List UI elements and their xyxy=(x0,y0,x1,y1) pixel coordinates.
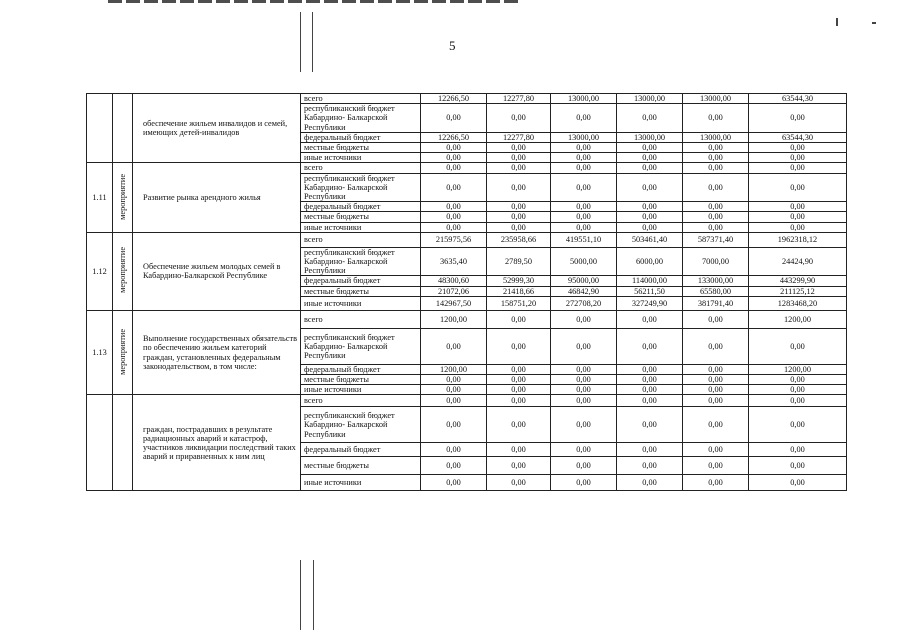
year-value: 0,00 xyxy=(683,364,749,374)
total-value: 0,00 xyxy=(749,173,847,202)
year-value: 0,00 xyxy=(551,143,617,153)
year-value: 5000,00 xyxy=(551,247,617,276)
table-row xyxy=(87,232,847,247)
year-value: 0,00 xyxy=(487,364,551,374)
table-row xyxy=(87,395,847,407)
year-value: 503461,40 xyxy=(617,232,683,247)
funding-source: иные источники xyxy=(301,296,421,310)
year-value: 0,00 xyxy=(683,143,749,153)
year-value: 0,00 xyxy=(551,364,617,374)
funding-source: республиканский бюджет Кабардино- Балкарской Республики xyxy=(301,104,421,133)
funding-source: республиканский бюджет Кабардино- Балкарской Республики xyxy=(301,328,421,364)
year-value: 0,00 xyxy=(617,153,683,163)
year-value: 13000,00 xyxy=(551,94,617,104)
year-value: 0,00 xyxy=(683,173,749,202)
year-value: 0,00 xyxy=(421,163,487,173)
year-value: 0,00 xyxy=(617,310,683,328)
year-value: 13000,00 xyxy=(683,94,749,104)
item-type: мероприятие xyxy=(117,247,127,294)
year-value: 0,00 xyxy=(617,143,683,153)
funding-source: федеральный бюджет xyxy=(301,443,421,457)
year-value: 235958,66 xyxy=(487,232,551,247)
year-value: 0,00 xyxy=(487,104,551,133)
year-value: 1200,00 xyxy=(421,364,487,374)
funding-source: иные источники xyxy=(301,153,421,163)
scan-margin-mark xyxy=(872,22,876,24)
total-value: 0,00 xyxy=(749,385,847,395)
funding-source: республиканский бюджет Кабардино- Балкарской Республики xyxy=(301,173,421,202)
year-value: 65580,00 xyxy=(683,286,749,296)
year-value: 3635,40 xyxy=(421,247,487,276)
item-number: 1.11 xyxy=(87,163,113,232)
item-type-cell xyxy=(113,94,133,163)
year-value: 419551,10 xyxy=(551,232,617,247)
funding-source: республиканский бюджет Кабардино- Балкарской Республики xyxy=(301,247,421,276)
year-value: 0,00 xyxy=(617,202,683,212)
year-value: 0,00 xyxy=(487,143,551,153)
year-value: 46842,90 xyxy=(551,286,617,296)
year-value: 12277,80 xyxy=(487,132,551,142)
total-value: 0,00 xyxy=(749,328,847,364)
funding-source: местные бюджеты xyxy=(301,375,421,385)
year-value: 0,00 xyxy=(551,443,617,457)
year-value: 0,00 xyxy=(551,163,617,173)
item-type-cell xyxy=(113,163,133,232)
year-value: 142967,50 xyxy=(421,296,487,310)
year-value: 0,00 xyxy=(421,457,487,475)
year-value: 0,00 xyxy=(617,395,683,407)
year-value: 0,00 xyxy=(551,457,617,475)
item-number: 1.12 xyxy=(87,232,113,310)
year-value: 0,00 xyxy=(683,395,749,407)
year-value: 0,00 xyxy=(683,202,749,212)
funding-source: республиканский бюджет Кабардино- Балкарской Республики xyxy=(301,407,421,443)
year-value: 0,00 xyxy=(551,153,617,163)
total-value: 0,00 xyxy=(749,153,847,163)
funding-source: всего xyxy=(301,94,421,104)
funding-source: федеральный бюджет xyxy=(301,364,421,374)
year-value: 21418,66 xyxy=(487,286,551,296)
year-value: 0,00 xyxy=(683,222,749,232)
year-value: 13000,00 xyxy=(551,132,617,142)
year-value: 215975,56 xyxy=(421,232,487,247)
year-value: 7000,00 xyxy=(683,247,749,276)
year-value: 48300,60 xyxy=(421,276,487,286)
year-value: 0,00 xyxy=(617,443,683,457)
funding-source: федеральный бюджет xyxy=(301,132,421,142)
year-value: 0,00 xyxy=(617,385,683,395)
year-value: 21072,06 xyxy=(421,286,487,296)
year-value: 12266,50 xyxy=(421,132,487,142)
funding-source: федеральный бюджет xyxy=(301,276,421,286)
total-value: 24424,90 xyxy=(749,247,847,276)
item-name: Обеспечение жильем молодых семей в Кабардино-Балкарской Республике xyxy=(133,232,301,310)
year-value: 0,00 xyxy=(421,212,487,222)
funding-table xyxy=(86,93,847,491)
funding-source: местные бюджеты xyxy=(301,143,421,153)
year-value: 0,00 xyxy=(487,375,551,385)
scan-margin-mark xyxy=(313,560,314,630)
year-value: 0,00 xyxy=(487,407,551,443)
scan-margin-mark xyxy=(836,18,838,26)
year-value: 0,00 xyxy=(487,212,551,222)
year-value: 0,00 xyxy=(551,328,617,364)
year-value: 0,00 xyxy=(683,104,749,133)
funding-source: федеральный бюджет xyxy=(301,202,421,212)
year-value: 0,00 xyxy=(617,364,683,374)
total-value: 1283468,20 xyxy=(749,296,847,310)
year-value: 0,00 xyxy=(551,222,617,232)
year-value: 0,00 xyxy=(617,475,683,491)
year-value: 0,00 xyxy=(487,202,551,212)
year-value: 0,00 xyxy=(421,443,487,457)
year-value: 0,00 xyxy=(551,173,617,202)
year-value: 0,00 xyxy=(421,222,487,232)
year-value: 114000,00 xyxy=(617,276,683,286)
total-value: 0,00 xyxy=(749,475,847,491)
year-value: 0,00 xyxy=(421,153,487,163)
item-type-cell xyxy=(113,310,133,395)
year-value: 0,00 xyxy=(683,385,749,395)
year-value: 0,00 xyxy=(551,212,617,222)
year-value: 0,00 xyxy=(617,407,683,443)
year-value: 0,00 xyxy=(421,395,487,407)
scan-top-edge xyxy=(108,0,518,3)
year-value: 272708,20 xyxy=(551,296,617,310)
item-type-cell xyxy=(113,232,133,310)
year-value: 52999,30 xyxy=(487,276,551,286)
total-value: 1200,00 xyxy=(749,310,847,328)
year-value: 0,00 xyxy=(487,395,551,407)
total-value: 0,00 xyxy=(749,443,847,457)
year-value: 0,00 xyxy=(683,443,749,457)
year-value: 0,00 xyxy=(617,173,683,202)
funding-source: всего xyxy=(301,310,421,328)
year-value: 0,00 xyxy=(421,104,487,133)
item-name: обеспечение жильем инвалидов и семей, имеющих детей-инвалидов xyxy=(133,94,301,163)
year-value: 158751,20 xyxy=(487,296,551,310)
year-value: 2789,50 xyxy=(487,247,551,276)
year-value: 0,00 xyxy=(421,143,487,153)
year-value: 95000,00 xyxy=(551,276,617,286)
item-number xyxy=(87,94,113,163)
year-value: 587371,40 xyxy=(683,232,749,247)
year-value: 6000,00 xyxy=(617,247,683,276)
year-value: 0,00 xyxy=(617,375,683,385)
funding-source: местные бюджеты xyxy=(301,457,421,475)
year-value: 0,00 xyxy=(683,328,749,364)
year-value: 0,00 xyxy=(421,407,487,443)
year-value: 0,00 xyxy=(487,310,551,328)
year-value: 0,00 xyxy=(551,375,617,385)
total-value: 0,00 xyxy=(749,375,847,385)
total-value: 0,00 xyxy=(749,143,847,153)
year-value: 12266,50 xyxy=(421,94,487,104)
year-value: 12277,80 xyxy=(487,94,551,104)
year-value: 0,00 xyxy=(617,328,683,364)
item-type-cell xyxy=(113,395,133,491)
year-value: 0,00 xyxy=(487,153,551,163)
year-value: 0,00 xyxy=(421,173,487,202)
total-value: 63544,30 xyxy=(749,94,847,104)
total-value: 0,00 xyxy=(749,222,847,232)
total-value: 63544,30 xyxy=(749,132,847,142)
year-value: 381791,40 xyxy=(683,296,749,310)
year-value: 13000,00 xyxy=(683,132,749,142)
year-value: 1200,00 xyxy=(421,310,487,328)
year-value: 0,00 xyxy=(617,163,683,173)
funding-source: всего xyxy=(301,232,421,247)
funding-source: иные источники xyxy=(301,385,421,395)
total-value: 0,00 xyxy=(749,457,847,475)
year-value: 0,00 xyxy=(683,375,749,385)
year-value: 0,00 xyxy=(551,310,617,328)
year-value: 13000,00 xyxy=(617,94,683,104)
year-value: 0,00 xyxy=(487,173,551,202)
item-name: граждан, пострадавших в результате радиационных аварий и катастроф, участников ликвидации последствий таких аварий и приравненных к ним лиц xyxy=(133,395,301,491)
total-value: 0,00 xyxy=(749,104,847,133)
funding-source: всего xyxy=(301,395,421,407)
year-value: 0,00 xyxy=(421,375,487,385)
year-value: 0,00 xyxy=(421,475,487,491)
total-value: 0,00 xyxy=(749,407,847,443)
total-value: 0,00 xyxy=(749,212,847,222)
year-value: 0,00 xyxy=(683,457,749,475)
page-number: 5 xyxy=(449,38,456,53)
item-name: Развитие рынка арендного жилья xyxy=(133,163,301,232)
year-value: 0,00 xyxy=(551,395,617,407)
total-value: 0,00 xyxy=(749,202,847,212)
year-value: 0,00 xyxy=(617,457,683,475)
year-value: 0,00 xyxy=(421,328,487,364)
year-value: 327249,90 xyxy=(617,296,683,310)
year-value: 0,00 xyxy=(487,163,551,173)
total-value: 443299,90 xyxy=(749,276,847,286)
total-value: 1962318,12 xyxy=(749,232,847,247)
total-value: 1200,00 xyxy=(749,364,847,374)
year-value: 0,00 xyxy=(551,475,617,491)
year-value: 0,00 xyxy=(487,328,551,364)
funding-source: местные бюджеты xyxy=(301,286,421,296)
item-type: мероприятие xyxy=(117,173,127,220)
funding-source: всего xyxy=(301,163,421,173)
year-value: 0,00 xyxy=(421,385,487,395)
year-value: 0,00 xyxy=(487,222,551,232)
year-value: 0,00 xyxy=(683,153,749,163)
funding-source: иные источники xyxy=(301,222,421,232)
year-value: 0,00 xyxy=(551,407,617,443)
scan-margin-mark xyxy=(300,12,301,72)
funding-table-body xyxy=(87,94,847,491)
item-type: мероприятие xyxy=(117,328,127,375)
table-row xyxy=(87,163,847,173)
table-row xyxy=(87,310,847,328)
year-value: 0,00 xyxy=(683,212,749,222)
year-value: 0,00 xyxy=(617,212,683,222)
item-name: Выполнение государственных обязательств по обеспечению жильем категорий граждан, установленных федеральным законодательством, в том числе: xyxy=(133,310,301,395)
year-value: 0,00 xyxy=(551,202,617,212)
total-value: 0,00 xyxy=(749,163,847,173)
year-value: 0,00 xyxy=(683,163,749,173)
year-value: 0,00 xyxy=(487,475,551,491)
funding-source: иные источники xyxy=(301,475,421,491)
year-value: 0,00 xyxy=(683,475,749,491)
year-value: 0,00 xyxy=(683,310,749,328)
year-value: 0,00 xyxy=(421,202,487,212)
year-value: 133000,00 xyxy=(683,276,749,286)
year-value: 0,00 xyxy=(617,222,683,232)
year-value: 0,00 xyxy=(617,104,683,133)
item-number: 1.13 xyxy=(87,310,113,395)
table-row xyxy=(87,94,847,104)
scan-margin-mark xyxy=(312,12,313,72)
scan-margin-mark xyxy=(300,560,301,630)
year-value: 0,00 xyxy=(487,385,551,395)
year-value: 0,00 xyxy=(551,104,617,133)
year-value: 0,00 xyxy=(551,385,617,395)
year-value: 13000,00 xyxy=(617,132,683,142)
year-value: 56211,50 xyxy=(617,286,683,296)
total-value: 211125,12 xyxy=(749,286,847,296)
funding-source: местные бюджеты xyxy=(301,212,421,222)
year-value: 0,00 xyxy=(487,443,551,457)
year-value: 0,00 xyxy=(683,407,749,443)
total-value: 0,00 xyxy=(749,395,847,407)
item-number xyxy=(87,395,113,491)
year-value: 0,00 xyxy=(487,457,551,475)
